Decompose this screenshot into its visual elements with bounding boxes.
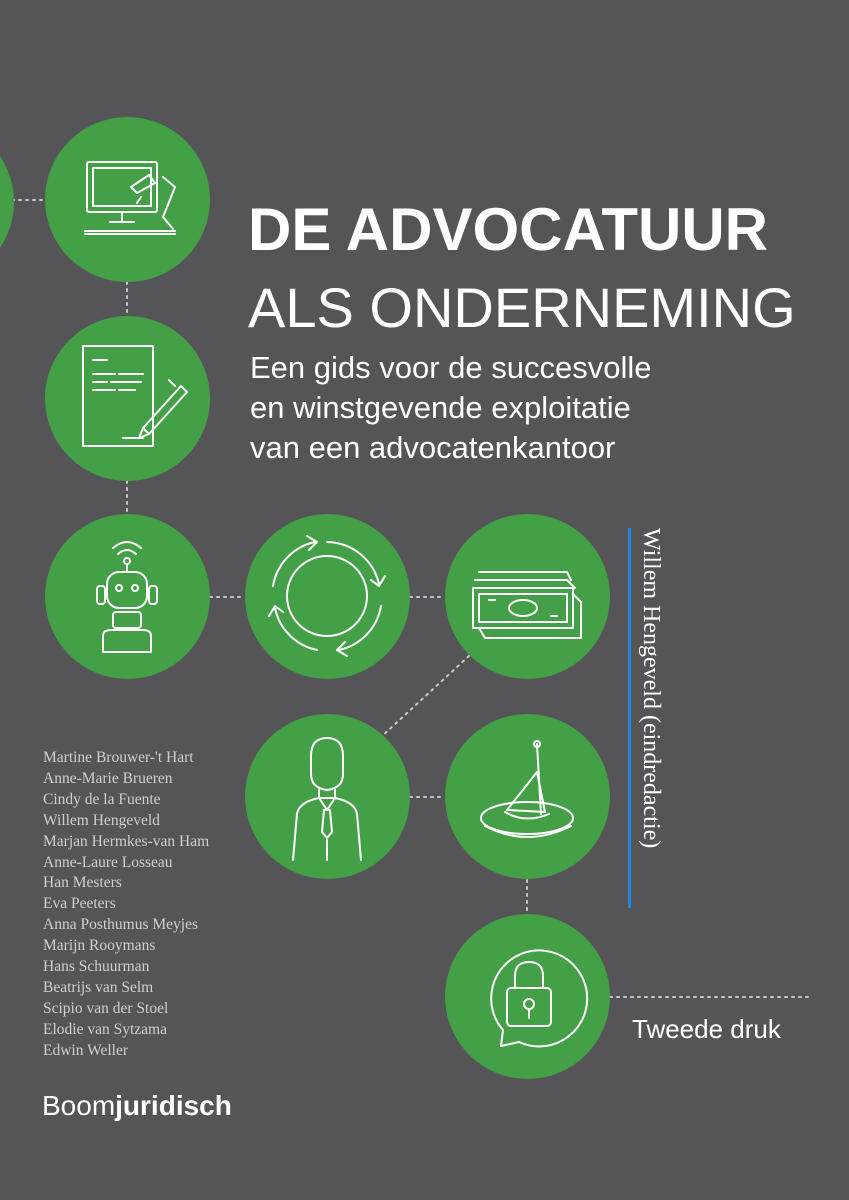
robot-circle xyxy=(45,514,210,679)
contributor-name: Scipio van der Stoel xyxy=(43,999,169,1017)
contributor-name: Elodie van Sytzama xyxy=(43,1020,167,1038)
contributor-name: Edwin Weller xyxy=(43,1041,128,1059)
cycle-arrows-icon xyxy=(245,514,410,679)
contributor-name: Cindy de la Fuente xyxy=(43,790,161,808)
subtitle-line: Een gids voor de succesvolle xyxy=(250,350,652,385)
contributor-name: Marijn Rooymans xyxy=(43,937,156,955)
subtitle-line: van een advocatenkantoor xyxy=(250,430,616,465)
contributor-name: Anne-Laure Losseau xyxy=(43,853,173,871)
cycle-arrows-circle xyxy=(245,514,410,679)
contributors-list xyxy=(43,748,273,1062)
banknotes-icon xyxy=(445,514,610,679)
contributor-name: Anne-Marie Brueren xyxy=(43,769,173,787)
title-line-2: ALS ONDERNEMING xyxy=(248,276,796,339)
document-pen-circle xyxy=(45,316,210,481)
desk-computer-icon xyxy=(45,117,210,282)
publisher-logo xyxy=(42,1090,232,1122)
author-rule xyxy=(628,528,631,908)
contributor-name: Willem Hengeveld xyxy=(43,811,160,829)
subtitle-line: en winstgevende exploitatie xyxy=(250,390,631,425)
sailboat-circle xyxy=(445,714,610,879)
padlock-icon xyxy=(445,914,610,1079)
subtitle xyxy=(250,348,810,468)
contributor-name: Marjan Hermkes-van Ham xyxy=(43,832,210,850)
banknotes-circle xyxy=(445,514,610,679)
contributor-name: Beatrijs van Selm xyxy=(43,978,154,996)
contributor-name: Han Mesters xyxy=(43,874,122,892)
contributor-name: Anna Posthumus Meyjes xyxy=(43,916,198,934)
title-line-1: DE ADVOCATUUR xyxy=(248,196,768,263)
desk-computer-circle xyxy=(45,117,210,282)
author-block xyxy=(624,528,672,908)
sailboat-icon xyxy=(445,714,610,879)
robot-icon xyxy=(45,514,210,679)
edition-label: Tweede druk xyxy=(632,1014,781,1044)
contributor-name: Eva Peeters xyxy=(43,895,116,913)
padlock-circle xyxy=(445,914,610,1079)
publisher-name-part-2: juridisch xyxy=(115,1090,232,1121)
contributor-name: Martine Brouwer-'t Hart xyxy=(43,749,194,766)
author-name: Willem Hengeveld (eindredactie) xyxy=(638,528,664,849)
contributor-name: Hans Schuurman xyxy=(43,958,150,976)
publisher-name-part-1: Boom xyxy=(42,1090,116,1121)
document-pen-icon xyxy=(45,316,210,481)
